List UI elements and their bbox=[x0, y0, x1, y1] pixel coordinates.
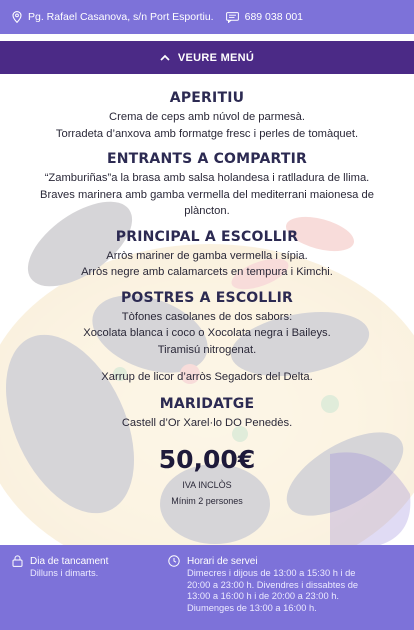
menu-item: Torradeta d’anxova amb formatge fresc i perles de tomàquet. bbox=[55, 127, 359, 140]
closing-day-text: Dilluns i dimarts. bbox=[30, 568, 99, 578]
menu-item: Tòfones casolanes de dos sabors: bbox=[121, 310, 293, 323]
service-hours-line: 13:00 a 16:00 h i de 20:00 a 23:00 h. bbox=[187, 591, 339, 601]
view-menu-toggle[interactable] bbox=[0, 41, 414, 74]
menu-item: “Zamburiñas”a la brasa amb salsa holandesa i ratlladura de llima. bbox=[44, 172, 370, 184]
menu-item: Crema de ceps amb núvol de parmesà. bbox=[109, 111, 305, 123]
address-text[interactable]: Pg. Rafael Casanova, s/n Port Esportiu. bbox=[28, 11, 214, 23]
menu-section bbox=[0, 74, 414, 545]
menu-item: Arròs negre amb calamarcets en tempura i Kimchi. bbox=[81, 266, 333, 278]
menu-item: Arròs mariner de gamba vermella i sípia. bbox=[106, 249, 308, 262]
chat-phone-icon bbox=[226, 12, 239, 23]
view-menu-label: VEURE MENÚ bbox=[177, 51, 255, 64]
menu-item: plàncton. bbox=[184, 205, 230, 217]
menu-item: Xarrup de licor d’arròs Segadors del Delta. bbox=[101, 371, 313, 383]
phone-number[interactable]: 689 038 001 bbox=[244, 11, 304, 23]
clock-icon bbox=[168, 555, 180, 567]
footer-info bbox=[0, 545, 414, 630]
lock-icon bbox=[12, 555, 23, 567]
chevron-up-icon bbox=[160, 54, 170, 61]
menu-item: Xocolata blanca i coco o Xocolata negra i Baileys. bbox=[83, 327, 331, 339]
service-hours-title: Horari de servei bbox=[187, 555, 258, 567]
menu-item: Tiramisú nitrogenat. bbox=[157, 343, 257, 356]
aperitiu-title: APERITIU bbox=[169, 90, 245, 106]
closing-day-block bbox=[12, 555, 108, 580]
menu-text bbox=[0, 74, 414, 508]
entrants-title: ENTRANTS A COMPARTIR bbox=[107, 151, 307, 167]
service-hours-block bbox=[168, 555, 358, 614]
service-hours-line: Diumenges de 13:00 a 16:00 h. bbox=[187, 602, 317, 613]
principal-title: PRINCIPAL A ESCOLLIR bbox=[115, 228, 299, 245]
service-hours-line: 20:00 a 23:00 h. Divendres i dissabtes de bbox=[187, 579, 359, 590]
minimum-note: Mínim 2 persones bbox=[171, 496, 243, 506]
service-hours-line: Dimecres i dijous de 13:00 a 15:30 h i de bbox=[187, 568, 356, 578]
closing-day-title: Dia de tancament bbox=[30, 555, 109, 567]
menu-item: Castell d’Or Xarel·lo DO Penedès. bbox=[121, 416, 293, 429]
postres-title: POSTRES A ESCOLLIR bbox=[120, 289, 294, 306]
vat-note: IVA INCLÒS bbox=[182, 480, 232, 490]
maridatge-title: MARIDATGE bbox=[159, 395, 255, 412]
top-info-bar bbox=[0, 0, 414, 34]
spacer bbox=[0, 34, 414, 41]
menu-item: Braves marinera amb gamba vermella del mediterrani maionesa de bbox=[40, 188, 374, 201]
location-pin-icon bbox=[12, 11, 22, 23]
menu-price: 50,00€ bbox=[158, 445, 256, 474]
